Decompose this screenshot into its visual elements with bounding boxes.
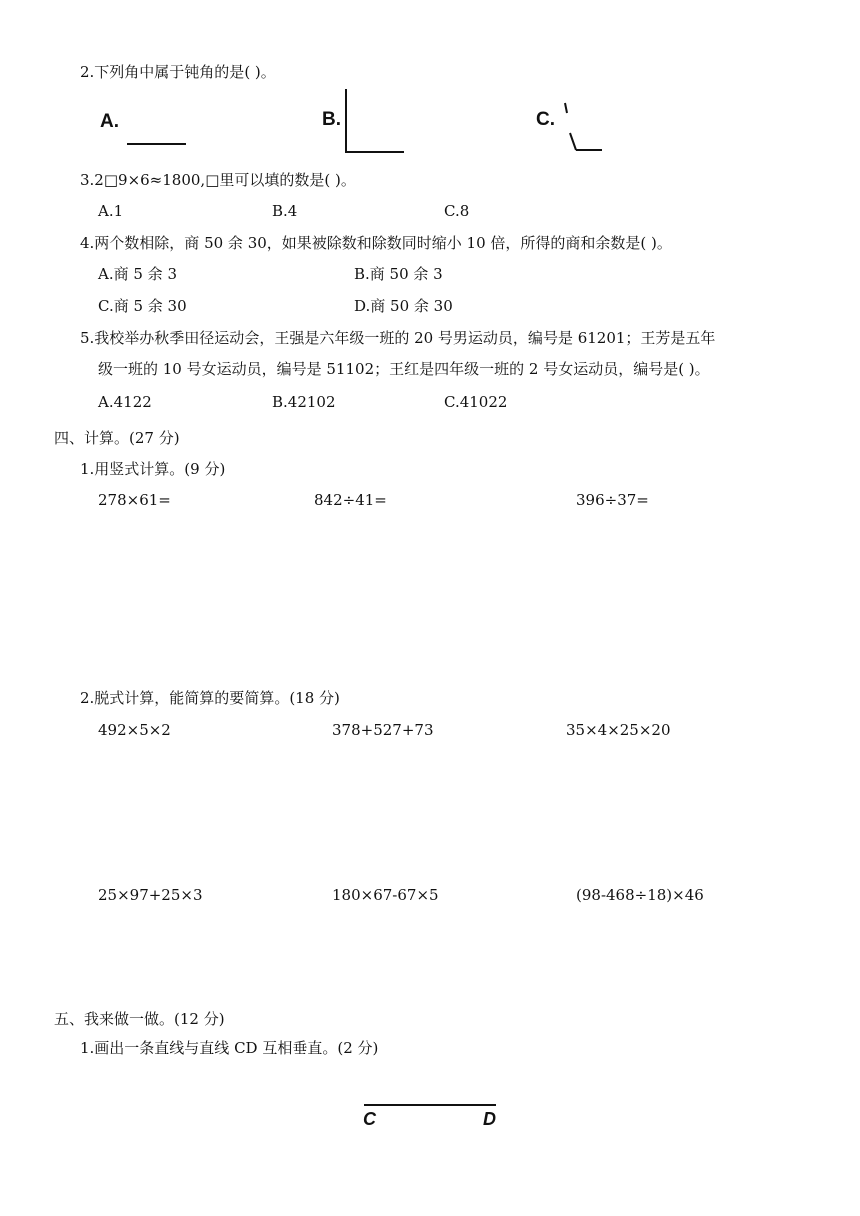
q3-stem: 3.2□9×6≈1800,□里可以填的数是( )。	[80, 171, 356, 189]
q5-option-a: A.4122	[98, 393, 152, 411]
step-calc-2: 378+527+73	[332, 721, 434, 739]
angle-a-straight-figure	[126, 138, 188, 148]
q4-option-d: D.商 50 余 30	[354, 297, 453, 315]
q4-option-a: A.商 5 余 3	[98, 265, 177, 283]
q5-stem-line2: 级一班的 10 号女运动员，编号是 51102；王红是四年级一班的 2 号女运动员，编号是( )。	[98, 360, 710, 378]
section-5-part1-title: 1.画出一条直线与直线 CD 互相垂直。(2 分)	[80, 1039, 379, 1057]
q4-option-c: C.商 5 余 30	[98, 297, 187, 315]
section-4-part1-title: 1.用竖式计算。(9 分)	[80, 460, 226, 478]
angle-b-right-figure	[342, 88, 406, 156]
point-c-label: C	[363, 1109, 376, 1129]
vertical-calc-1: 278×61=	[98, 491, 171, 509]
step-calc-3: 35×4×25×20	[566, 721, 671, 739]
q5-option-c: C.41022	[444, 393, 508, 411]
option-c-label: C.	[536, 109, 555, 130]
q2-stem: 2.下列角中属于钝角的是( )。	[80, 63, 276, 81]
point-d-label: D	[483, 1109, 496, 1129]
q5-stem-line1: 5.我校举办秋季田径运动会，王强是六年级一班的 20 号男运动员，编号是 61201；王芳是五年	[80, 329, 716, 347]
q4-stem: 4.两个数相除，商 50 余 30，如果被除数和除数同时缩小 10 倍，所得的商和余数是( )。	[80, 234, 672, 252]
section-4-part2-title: 2.脱式计算，能简算的要简算。(18 分)	[80, 689, 340, 707]
q3-option-a: A.1	[98, 202, 124, 220]
section-5-title: 五、我来做一做。(12 分)	[54, 1010, 225, 1028]
angle-c-obtuse-figure	[560, 100, 610, 156]
q5-option-b: B.42102	[272, 393, 336, 411]
option-a-label: A.	[100, 111, 119, 132]
step-calc-6: (98-468÷18)×46	[576, 886, 704, 904]
vertical-calc-3: 396÷37=	[576, 491, 649, 509]
section-4-title: 四、计算。(27 分)	[54, 429, 180, 447]
q3-option-c: C.8	[444, 202, 470, 220]
option-b-label: B.	[322, 109, 341, 130]
step-calc-4: 25×97+25×3	[98, 886, 203, 904]
line-cd-figure	[362, 1102, 498, 1108]
step-calc-1: 492×5×2	[98, 721, 171, 739]
q4-option-b: B.商 50 余 3	[354, 265, 443, 283]
vertical-calc-2: 842÷41=	[314, 491, 387, 509]
q3-option-b: B.4	[272, 202, 298, 220]
step-calc-5: 180×67-67×5	[332, 886, 439, 904]
